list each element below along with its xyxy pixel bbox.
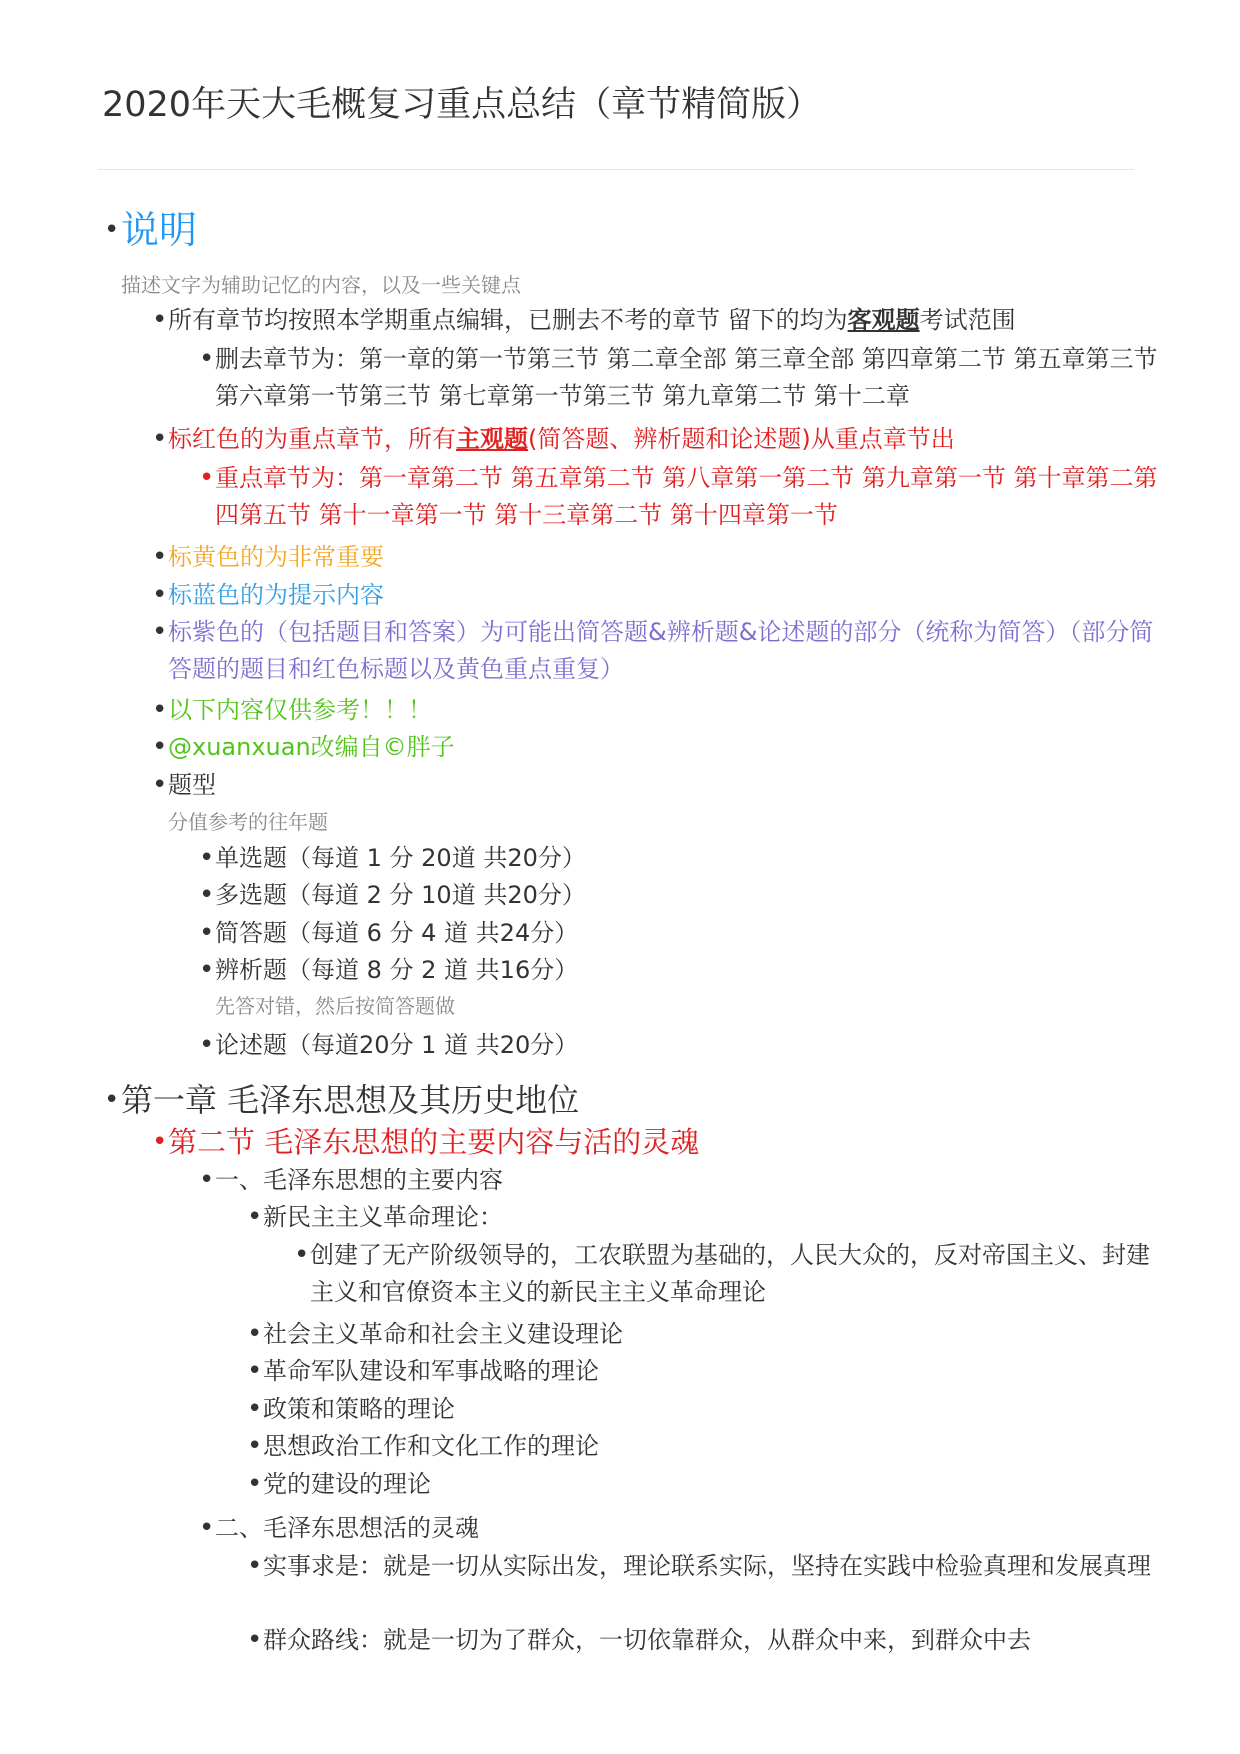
bullet-icon: • [199, 918, 215, 948]
part-1-item-military: 革命军队建设和军事战略的理论 [263, 1357, 599, 1385]
bullet-icon: • [152, 770, 168, 800]
question-type-multiple: 多选题（每道 2 分 10道 共20分） [215, 881, 586, 909]
subjective-emphasis: 主观题 [456, 425, 528, 453]
bullet-icon: • [247, 1202, 263, 1232]
intro-heading: 说明 [121, 208, 198, 252]
bullet-icon: • [152, 424, 168, 454]
bullet-icon: • [152, 580, 168, 610]
part-1-item-ideology: 思想政治工作和文化工作的理论 [263, 1432, 599, 1460]
question-types-note: 分值参考的往年题 [168, 810, 328, 834]
question-type-analysis: 辨析题（每道 8 分 2 道 共16分） [215, 956, 579, 984]
intro-item-1-post: 考试范围 [919, 306, 1016, 334]
key-chapters-text: 重点章节为：第一章第二节 第五章第二节 第八章第一第二节 第九章第一节 第十章第二第四第五节 第十一章第一节 第十三章第二节 第十四章第一节 [215, 464, 1158, 529]
question-type-essay: 论述题（每道20分 1 道 共20分） [215, 1031, 579, 1059]
intro-item-1 [168, 302, 1016, 339]
bullet-icon: • [199, 880, 215, 910]
question-types-label: 题型 [168, 771, 216, 799]
bullet-icon: • [199, 344, 215, 374]
part-1-label: 一、毛泽东思想的主要内容 [215, 1166, 503, 1194]
intro-item-2-pre: 标红色的为重点章节，所有 [168, 425, 456, 453]
bullet-icon: • [247, 1356, 263, 1386]
part-1-item-party: 党的建设的理论 [263, 1470, 431, 1498]
bullet-icon: • [247, 1625, 263, 1655]
objective-emphasis: 客观题 [847, 306, 920, 334]
intro-item-2-post: (简答题、辨析题和论述题)从重点章节出 [528, 425, 955, 453]
bullet-icon: • [294, 1240, 310, 1270]
part-2-label: 二、毛泽东思想活的灵魂 [215, 1514, 479, 1542]
intro-item-6: 以下内容仅供参考！！！ [168, 696, 432, 724]
intro-item-3: 标黄色的为非常重要 [168, 543, 384, 571]
bullet-icon: • [152, 695, 168, 725]
bullet-icon: • [104, 1085, 120, 1115]
question-type-single: 单选题（每道 1 分 20道 共20分） [215, 844, 586, 872]
title-divider [98, 169, 1134, 170]
bullet-icon: • [247, 1319, 263, 1349]
intro-note: 描述文字为辅助记忆的内容，以及一些关键点 [121, 273, 521, 297]
part-1-item-policy: 政策和策略的理论 [263, 1395, 455, 1423]
part-1-item-new-democracy: 新民主主义革命理论： [263, 1203, 503, 1231]
bullet-icon: • [152, 1127, 168, 1157]
intro-item-5: 标紫色的（包括题目和答案）为可能出简答题&辨析题&论述题的部分（统称为简答）（部分简答题的题目和红色标题以及黄色重点重复） [168, 618, 1154, 683]
intro-item-7: @xuanxuan改编自©胖子 [168, 733, 455, 761]
intro-item-4: 标蓝色的为提示内容 [168, 581, 384, 609]
bullet-icon: • [152, 305, 168, 335]
bullet-icon: • [199, 1165, 215, 1195]
part-2-item-mass-line: 群众路线：就是一切为了群众，一切依靠群众，从群众中来，到群众中去 [263, 1626, 1031, 1654]
bullet-icon: • [104, 215, 120, 245]
bullet-icon: • [199, 463, 215, 493]
bullet-icon: • [199, 1513, 215, 1543]
bullet-icon: • [247, 1394, 263, 1424]
bullet-icon: • [247, 1551, 263, 1581]
intro-item-2 [168, 421, 955, 458]
bullet-icon: • [152, 617, 168, 647]
bullet-icon: • [247, 1431, 263, 1461]
part-1-item-socialism: 社会主义革命和社会主义建设理论 [263, 1320, 623, 1348]
bullet-icon: • [199, 843, 215, 873]
bullet-icon: • [152, 542, 168, 572]
intro-item-1-pre: 所有章节均按照本学期重点编辑，已删去不考的章节 留下的均为 [168, 306, 848, 334]
new-democracy-detail: 创建了无产阶级领导的，工农联盟为基础的，人民大众的，反对帝国主义、封建主义和官僚资本主义的新民主主义革命理论 [310, 1241, 1150, 1306]
analysis-note: 先答对错，然后按简答题做 [215, 994, 455, 1018]
bullet-icon: • [247, 1469, 263, 1499]
bullet-icon: • [152, 732, 168, 762]
chapter-1-heading: 第一章 毛泽东思想及其历史地位 [121, 1081, 580, 1119]
part-2-item-seek-truth: 实事求是：就是一切从实际出发，理论联系实际，坚持在实践中检验真理和发展真理 [263, 1552, 1151, 1580]
deleted-chapters-text: 删去章节为：第一章的第一节第三节 第二章全部 第三章全部 第四章第二节 第五章第三节 第六章第一节第三节 第七章第一节第三节 第九章第二节 第十二章 [215, 345, 1158, 410]
bullet-icon: • [199, 955, 215, 985]
bullet-icon: • [199, 1030, 215, 1060]
section-2-heading: 第二节 毛泽东思想的主要内容与活的灵魂 [168, 1125, 700, 1159]
question-type-short-answer: 简答题（每道 6 分 4 道 共24分） [215, 919, 579, 947]
page-title: 2020年天大毛概复习重点总结（章节精简版） [102, 85, 822, 125]
